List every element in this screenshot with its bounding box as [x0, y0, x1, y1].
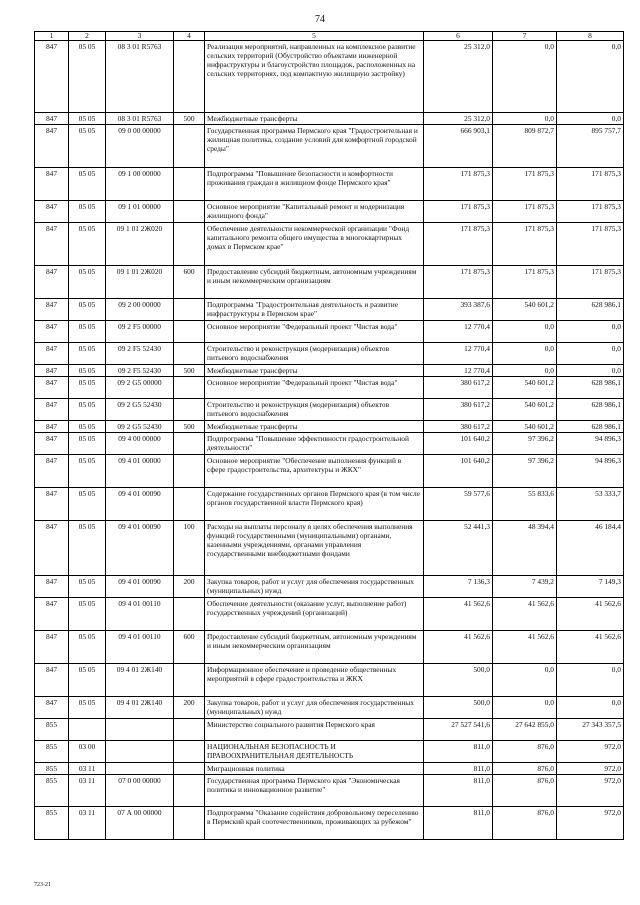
table-row	[35, 168, 624, 201]
cell-amount-year3: 972,0	[557, 807, 624, 840]
cell-target-code: 09 4 01 00110	[106, 631, 174, 664]
cell-amount-year1: 59 577,6	[424, 488, 493, 521]
cell-description: Межбюджетные трансферты	[205, 421, 424, 433]
cell-section-code: 05 05	[69, 321, 106, 343]
cell-amount-year3: 628 986,1	[557, 421, 624, 433]
table-row	[35, 576, 624, 598]
cell-expense-type	[174, 488, 205, 521]
cell-description: Основное мероприятие "Обеспечение выполнения функций в сфере градостроительства, архитектуры и ЖКХ"	[205, 455, 424, 488]
cell-amount-year2: 540 601,2	[493, 377, 557, 399]
cell-expense-type: 500	[174, 421, 205, 433]
cell-description: Основное мероприятие "Капитальный ремонт и модернизация жилищного фонда"	[205, 201, 424, 223]
cell-amount-year3: 0,0	[557, 321, 624, 343]
cell-target-code: 09 2 G5 52430	[106, 421, 174, 433]
cell-amount-year2: 876,0	[493, 807, 557, 840]
header-row	[35, 32, 624, 41]
cell-expense-type: 500	[174, 113, 205, 125]
cell-amount-year2: 876,0	[493, 741, 557, 763]
budget-table	[34, 31, 624, 840]
cell-description: Содержание государственных органов Пермского края (в том числе органов государственной власти Пермского края)	[205, 488, 424, 521]
cell-target-code: 09 1 01 2Ж020	[106, 223, 174, 266]
cell-expense-type	[174, 399, 205, 421]
col-header: 2	[69, 32, 106, 41]
cell-target-code	[106, 763, 174, 775]
cell-expense-type	[174, 299, 205, 321]
table-row	[35, 763, 624, 775]
cell-target-code	[106, 741, 174, 763]
cell-description: Межбюджетные трансферты	[205, 365, 424, 377]
table-row	[35, 664, 624, 697]
cell-section-code: 05 05	[69, 299, 106, 321]
table-row	[35, 719, 624, 741]
cell-target-code: 09 0 00 00000	[106, 125, 174, 168]
cell-expense-type	[174, 775, 205, 807]
cell-expense-type	[174, 664, 205, 697]
page-number: 74	[315, 14, 325, 25]
cell-amount-year2: 27 642 855,0	[493, 719, 557, 741]
cell-amount-year1: 12 770,4	[424, 343, 493, 365]
cell-expense-type	[174, 125, 205, 168]
cell-target-code: 09 4 00 00000	[106, 433, 174, 455]
cell-admin-code: 847	[35, 488, 69, 521]
cell-description: Основное мероприятие "Федеральный проект "Чистая вода"	[205, 321, 424, 343]
cell-amount-year2: 171 875,3	[493, 201, 557, 223]
cell-expense-type	[174, 763, 205, 775]
cell-target-code: 09 4 01 00090	[106, 521, 174, 576]
cell-description: Основное мероприятие "Федеральный проект "Чистая вода"	[205, 377, 424, 399]
cell-amount-year1: 41 562,6	[424, 598, 493, 631]
cell-description: Обеспечение деятельности (оказание услуг, выполнение работ) государственных учреждений (организаций)	[205, 598, 424, 631]
cell-amount-year3: 171 875,3	[557, 223, 624, 266]
cell-amount-year2: 48 394,4	[493, 521, 557, 576]
cell-expense-type	[174, 201, 205, 223]
table-row	[35, 377, 624, 399]
cell-amount-year2: 97 396,2	[493, 433, 557, 455]
table-row	[35, 113, 624, 125]
cell-section-code: 05 05	[69, 201, 106, 223]
cell-amount-year1: 666 903,1	[424, 125, 493, 168]
cell-amount-year3: 94 896,3	[557, 455, 624, 488]
cell-amount-year2: 809 872,7	[493, 125, 557, 168]
cell-description: Подпрограмма "Оказание содействия добровольному переселению в Пермский край соотечественников, проживающих за рубежом"	[205, 807, 424, 840]
cell-amount-year2: 171 875,3	[493, 266, 557, 299]
table-row	[35, 321, 624, 343]
col-header: 6	[424, 32, 493, 41]
cell-target-code: 09 2 F5 52430	[106, 365, 174, 377]
cell-amount-year3: 0,0	[557, 113, 624, 125]
cell-amount-year1: 52 441,3	[424, 521, 493, 576]
cell-amount-year2: 540 601,2	[493, 299, 557, 321]
cell-amount-year3: 41 562,6	[557, 631, 624, 664]
table-row	[35, 455, 624, 488]
cell-section-code: 05 05	[69, 266, 106, 299]
cell-amount-year1: 41 562,6	[424, 631, 493, 664]
table-row	[35, 631, 624, 664]
cell-section-code: 03 11	[69, 775, 106, 807]
cell-admin-code: 847	[35, 201, 69, 223]
cell-admin-code: 847	[35, 365, 69, 377]
cell-target-code: 07 А 00 00000	[106, 807, 174, 840]
cell-description: Закупка товаров, работ и услуг для обеспечения государственных (муниципальных) нужд	[205, 576, 424, 598]
cell-target-code: 08 3 01 R5763	[106, 41, 174, 113]
cell-section-code: 05 05	[69, 343, 106, 365]
table-row	[35, 41, 624, 113]
footer-code: 723-21	[34, 882, 51, 888]
cell-expense-type: 600	[174, 266, 205, 299]
cell-expense-type: 500	[174, 365, 205, 377]
cell-description: Строительство и реконструкция (модернизация) объектов питьевого водоснабжения	[205, 399, 424, 421]
cell-target-code: 07 0 00 00000	[106, 775, 174, 807]
cell-expense-type	[174, 719, 205, 741]
cell-description: Расходы на выплаты персоналу в целях обеспечения выполнения функций государственными (муниципальными) органами, казенными учреждениями, органами управления государственными внебюджетными фондами	[205, 521, 424, 576]
cell-section-code: 05 05	[69, 697, 106, 719]
cell-target-code: 09 1 01 2Ж020	[106, 266, 174, 299]
table-body	[35, 41, 624, 840]
cell-expense-type: 600	[174, 631, 205, 664]
cell-description: Государственная программа Пермского края "Градостроительная и жилищная политика, создание условий для комфортной городской среды"	[205, 125, 424, 168]
cell-expense-type: 200	[174, 576, 205, 598]
cell-description: Закупка товаров, работ и услуг для обеспечения государственных (муниципальных) нужд	[205, 697, 424, 719]
cell-admin-code: 847	[35, 399, 69, 421]
table-row	[35, 598, 624, 631]
cell-amount-year1: 171 875,3	[424, 223, 493, 266]
cell-admin-code: 847	[35, 521, 69, 576]
table-row	[35, 365, 624, 377]
cell-section-code: 05 05	[69, 598, 106, 631]
cell-description: Строительство и реконструкция (модернизация) объектов питьевого водоснабжения	[205, 343, 424, 365]
table-row	[35, 125, 624, 168]
cell-expense-type	[174, 433, 205, 455]
cell-amount-year1: 811,0	[424, 741, 493, 763]
cell-amount-year1: 811,0	[424, 775, 493, 807]
cell-admin-code: 847	[35, 697, 69, 719]
cell-amount-year2: 876,0	[493, 763, 557, 775]
table-row	[35, 421, 624, 433]
cell-description: Подпрограмма "Повышение безопасности и комфортности проживания граждан в жилищном фонде Пермского края"	[205, 168, 424, 201]
cell-amount-year3: 53 333,7	[557, 488, 624, 521]
cell-admin-code: 847	[35, 41, 69, 113]
cell-description: Реализация мероприятий, направленных на комплексное развитие сельских территорий (Обустройство объектами инженерной инфраструктуры и благоустройство площадок, расположенных на сельских территориях, под компактную жилищную застройку)	[205, 41, 424, 113]
table-row	[35, 223, 624, 266]
cell-amount-year2: 0,0	[493, 113, 557, 125]
table-row	[35, 521, 624, 576]
cell-description: Информационное обеспечение и проведение общественных мероприятий в сфере градостроительства и ЖКХ	[205, 664, 424, 697]
cell-section-code: 03 00	[69, 741, 106, 763]
cell-amount-year2: 0,0	[493, 664, 557, 697]
col-header: 4	[174, 32, 205, 41]
col-header: 3	[106, 32, 174, 41]
cell-amount-year2: 171 875,3	[493, 168, 557, 201]
col-header: 1	[35, 32, 69, 41]
cell-section-code: 05 05	[69, 365, 106, 377]
cell-target-code: 08 3 01 R5763	[106, 113, 174, 125]
cell-amount-year2: 540 601,2	[493, 421, 557, 433]
table-row	[35, 343, 624, 365]
col-header: 8	[557, 32, 624, 41]
cell-section-code: 05 05	[69, 377, 106, 399]
cell-description: Предоставление субсидий бюджетным, автономным учреждениям и иным некоммерческим организациям	[205, 631, 424, 664]
cell-admin-code: 847	[35, 223, 69, 266]
cell-admin-code: 855	[35, 719, 69, 741]
cell-expense-type	[174, 377, 205, 399]
cell-amount-year1: 171 875,3	[424, 201, 493, 223]
cell-description: Подпрограмма "Градостроительная деятельность и развитие инфраструктуры в Пермском крае"	[205, 299, 424, 321]
cell-amount-year2: 41 562,6	[493, 631, 557, 664]
col-header: 7	[493, 32, 557, 41]
cell-target-code: 09 4 01 00000	[106, 455, 174, 488]
cell-target-code: 09 2 00 00000	[106, 299, 174, 321]
cell-amount-year1: 12 770,4	[424, 365, 493, 377]
cell-section-code: 03 11	[69, 807, 106, 840]
cell-target-code: 09 1 00 00000	[106, 168, 174, 201]
cell-description: Межбюджетные трансферты	[205, 113, 424, 125]
cell-section-code: 05 05	[69, 488, 106, 521]
cell-section-code: 05 05	[69, 664, 106, 697]
cell-description: Предоставление субсидий бюджетным, автономным учреждениям и иным некоммерческим организациям	[205, 266, 424, 299]
cell-amount-year2: 0,0	[493, 343, 557, 365]
cell-expense-type	[174, 41, 205, 113]
cell-section-code: 05 05	[69, 433, 106, 455]
cell-amount-year3: 972,0	[557, 775, 624, 807]
cell-amount-year1: 25 312,0	[424, 113, 493, 125]
cell-amount-year1: 393 387,6	[424, 299, 493, 321]
cell-amount-year2: 171 875,3	[493, 223, 557, 266]
cell-admin-code: 855	[35, 741, 69, 763]
cell-amount-year3: 628 986,1	[557, 399, 624, 421]
cell-amount-year1: 811,0	[424, 807, 493, 840]
table-row	[35, 433, 624, 455]
table-row	[35, 299, 624, 321]
cell-admin-code: 847	[35, 299, 69, 321]
cell-admin-code: 847	[35, 664, 69, 697]
cell-target-code: 09 4 01 00090	[106, 576, 174, 598]
cell-amount-year3: 0,0	[557, 365, 624, 377]
cell-amount-year1: 500,0	[424, 664, 493, 697]
cell-amount-year1: 12 770,4	[424, 321, 493, 343]
cell-amount-year2: 0,0	[493, 365, 557, 377]
table-row	[35, 201, 624, 223]
cell-target-code: 09 4 01 2Ж140	[106, 664, 174, 697]
cell-amount-year3: 27 343 357,5	[557, 719, 624, 741]
cell-admin-code: 847	[35, 421, 69, 433]
cell-amount-year2: 0,0	[493, 697, 557, 719]
cell-amount-year3: 0,0	[557, 41, 624, 113]
cell-admin-code: 847	[35, 377, 69, 399]
cell-expense-type: 100	[174, 521, 205, 576]
cell-target-code: 09 2 F5 00000	[106, 321, 174, 343]
table-row	[35, 741, 624, 763]
cell-section-code: 05 05	[69, 631, 106, 664]
cell-section-code: 05 05	[69, 125, 106, 168]
table-row	[35, 399, 624, 421]
cell-section-code: 05 05	[69, 455, 106, 488]
cell-target-code: 09 4 01 00110	[106, 598, 174, 631]
cell-section-code	[69, 719, 106, 741]
table-row	[35, 807, 624, 840]
cell-admin-code: 847	[35, 455, 69, 488]
cell-expense-type	[174, 223, 205, 266]
cell-expense-type	[174, 455, 205, 488]
cell-amount-year1: 811,0	[424, 763, 493, 775]
cell-amount-year3: 0,0	[557, 697, 624, 719]
cell-section-code: 05 05	[69, 521, 106, 576]
cell-target-code: 09 2 F5 52430	[106, 343, 174, 365]
cell-description: Государственная программа Пермского края "Экономическая политика и инновационное развитие"	[205, 775, 424, 807]
cell-description: Миграционная политика	[205, 763, 424, 775]
cell-admin-code: 847	[35, 433, 69, 455]
cell-expense-type	[174, 321, 205, 343]
cell-amount-year1: 500,0	[424, 697, 493, 719]
cell-amount-year3: 628 986,1	[557, 299, 624, 321]
cell-section-code: 05 05	[69, 576, 106, 598]
cell-description: Обеспечение деятельности некоммерческой организации "Фонд капитального ремонта общего имущества в многоквартирных домах в Пермском крае"	[205, 223, 424, 266]
table-row	[35, 697, 624, 719]
cell-admin-code: 847	[35, 321, 69, 343]
cell-section-code: 05 05	[69, 223, 106, 266]
cell-amount-year2: 97 396,2	[493, 455, 557, 488]
col-header: 5	[205, 32, 424, 41]
cell-amount-year1: 380 617,2	[424, 399, 493, 421]
cell-section-code: 05 05	[69, 168, 106, 201]
table-row	[35, 775, 624, 807]
cell-target-code: 09 2 G5 00000	[106, 377, 174, 399]
cell-amount-year1: 101 640,2	[424, 433, 493, 455]
cell-amount-year1: 380 617,2	[424, 421, 493, 433]
cell-amount-year2: 7 439,2	[493, 576, 557, 598]
cell-amount-year1: 25 312,0	[424, 41, 493, 113]
cell-amount-year3: 171 875,3	[557, 168, 624, 201]
cell-amount-year3: 972,0	[557, 763, 624, 775]
cell-description: НАЦИОНАЛЬНАЯ БЕЗОПАСНОСТЬ И ПРАВООХРАНИТЕЛЬНАЯ ДЕЯТЕЛЬНОСТЬ	[205, 741, 424, 763]
cell-admin-code: 847	[35, 266, 69, 299]
cell-expense-type	[174, 343, 205, 365]
cell-amount-year1: 7 136,3	[424, 576, 493, 598]
cell-amount-year1: 380 617,2	[424, 377, 493, 399]
cell-expense-type	[174, 598, 205, 631]
cell-amount-year3: 895 757,7	[557, 125, 624, 168]
cell-section-code: 05 05	[69, 113, 106, 125]
cell-amount-year3: 171 875,3	[557, 201, 624, 223]
cell-expense-type	[174, 741, 205, 763]
cell-amount-year3: 0,0	[557, 664, 624, 697]
cell-section-code: 03 11	[69, 763, 106, 775]
cell-expense-type	[174, 168, 205, 201]
cell-amount-year3: 41 562,6	[557, 598, 624, 631]
cell-amount-year3: 94 896,3	[557, 433, 624, 455]
cell-admin-code: 855	[35, 775, 69, 807]
cell-expense-type: 200	[174, 697, 205, 719]
cell-target-code: 09 1 01 00000	[106, 201, 174, 223]
cell-admin-code: 855	[35, 763, 69, 775]
cell-amount-year2: 540 601,2	[493, 399, 557, 421]
cell-target-code: 09 4 01 00090	[106, 488, 174, 521]
table-row	[35, 266, 624, 299]
cell-admin-code: 847	[35, 343, 69, 365]
cell-amount-year2: 41 562,6	[493, 598, 557, 631]
cell-amount-year2: 0,0	[493, 321, 557, 343]
cell-target-code: 09 2 G5 52430	[106, 399, 174, 421]
cell-description: Подпрограмма "Повышение эффективности градостроительной деятельности"	[205, 433, 424, 455]
cell-admin-code: 847	[35, 168, 69, 201]
cell-amount-year2: 0,0	[493, 41, 557, 113]
cell-admin-code: 847	[35, 125, 69, 168]
cell-admin-code: 847	[35, 576, 69, 598]
cell-target-code	[106, 719, 174, 741]
cell-amount-year1: 171 875,3	[424, 266, 493, 299]
table-row	[35, 488, 624, 521]
cell-amount-year2: 55 833,6	[493, 488, 557, 521]
cell-admin-code: 847	[35, 631, 69, 664]
cell-target-code: 09 4 01 2Ж140	[106, 697, 174, 719]
cell-section-code: 05 05	[69, 421, 106, 433]
cell-admin-code: 847	[35, 113, 69, 125]
cell-section-code: 05 05	[69, 41, 106, 113]
cell-amount-year2: 876,0	[493, 775, 557, 807]
cell-expense-type	[174, 807, 205, 840]
cell-description: Министерство социального развития Пермского края	[205, 719, 424, 741]
cell-amount-year3: 628 986,1	[557, 377, 624, 399]
cell-amount-year3: 0,0	[557, 343, 624, 365]
cell-admin-code: 855	[35, 807, 69, 840]
cell-amount-year3: 7 149,3	[557, 576, 624, 598]
cell-section-code: 05 05	[69, 399, 106, 421]
cell-amount-year3: 46 184,4	[557, 521, 624, 576]
cell-admin-code: 847	[35, 598, 69, 631]
cell-amount-year1: 171 875,3	[424, 168, 493, 201]
cell-amount-year1: 27 527 541,6	[424, 719, 493, 741]
cell-amount-year3: 171 875,3	[557, 266, 624, 299]
cell-amount-year1: 101 640,2	[424, 455, 493, 488]
cell-amount-year3: 972,0	[557, 741, 624, 763]
